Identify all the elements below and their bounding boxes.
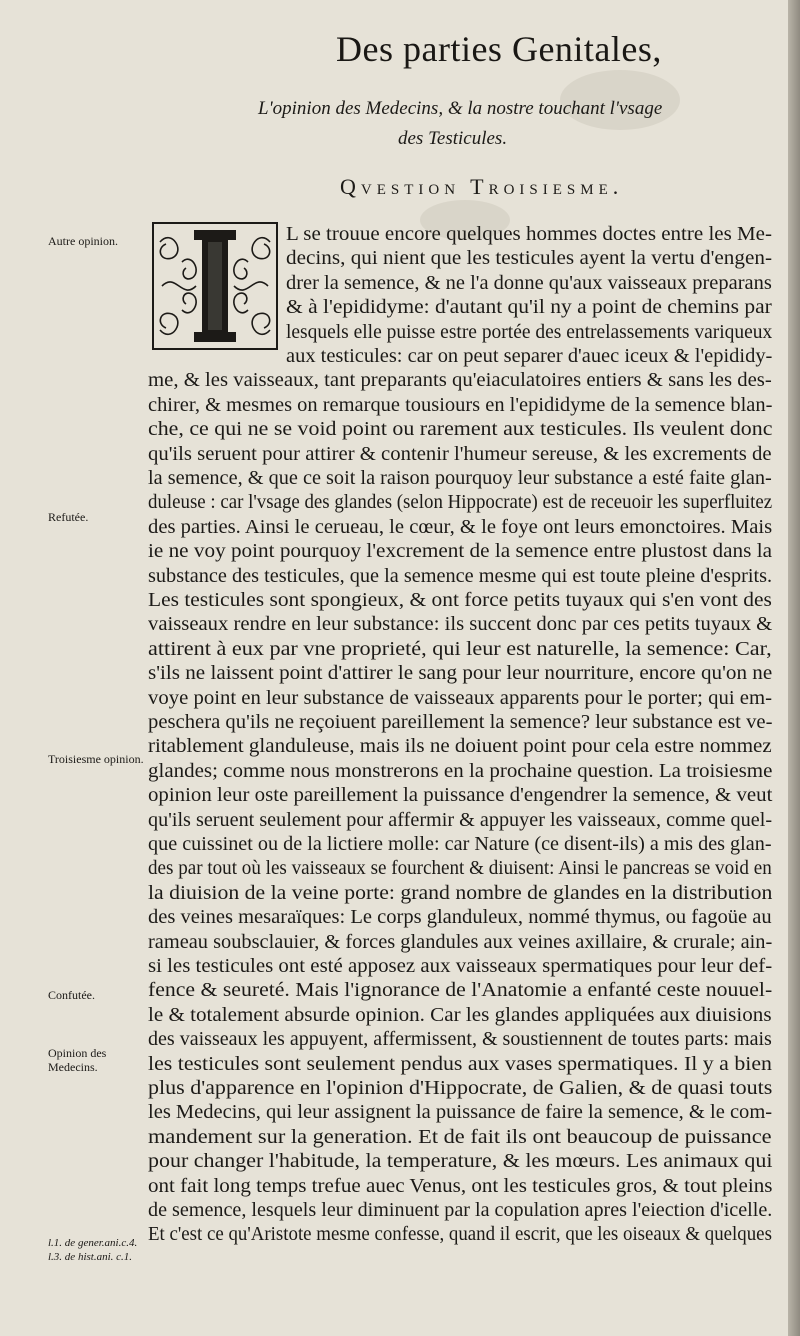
- text-line: des par tout où les vaisseaux se fourchent & diuisent: Ainsi le pancreas se void en: [148, 857, 772, 880]
- text-line: des vaisseaux les appuyent, affermissent, & soustiennent de toutes parts: mais: [148, 1028, 772, 1051]
- text-line: me, & les vaisseaux, tant preparants qu'eiaculatoires entiers & sans les des-: [148, 369, 772, 392]
- text-line: des veines mesaraïques: Le corps glanduleux, nommé thymus, ou fagoüe au: [148, 906, 772, 929]
- text-line: des parties. Ainsi le cerueau, le cœur, & le foye ont leurs emonctoires. Mais: [148, 515, 773, 538]
- section-subtitle-line2: des Testicules.: [398, 128, 508, 149]
- text-line: decins, qui nient que les testicules ayent la vertu d'engen-: [286, 247, 773, 270]
- text-line: la semence, & que ce soit la raison pourquoy leur substance a esté faite glan-: [148, 467, 772, 489]
- text-line: les Medecins, qui leur assignent la puissance de faire la semence, & le com-: [148, 1101, 773, 1124]
- text-line: Et c'est ce qu'Aristote mesme confesse, quand il escrit, que les oiseaux & quelques: [148, 1223, 772, 1246]
- running-title: Des parties Genitales,: [336, 29, 662, 69]
- margin-note: Refutée.: [48, 510, 89, 524]
- text-line: drer la semence, & ne l'a donne qu'aux vaisseaux preparans: [286, 271, 772, 294]
- text-line: voye point en leur substance de vaisseaux apparents pour le porter; qui em-: [148, 686, 773, 709]
- text-line: de semence, lesquels leur diminuent par la copulation apres l'eiection d'icelle.: [148, 1199, 773, 1221]
- text-line: s'ils ne laissent point d'attirer le sang pour leur nourriture, encore qu'on ne: [148, 662, 773, 685]
- text-line: fence & seureté. Mais l'ignorance de l'Anatomie a enfanté ceste nouuel-: [148, 979, 773, 1002]
- text-line: che, ce qui ne se void point ou rarement aux testicules. Ils veulent donc: [148, 418, 773, 441]
- section-subtitle-line1: L'opinion des Medecins, & la nostre touchant l'vsage: [258, 98, 663, 119]
- margin-note: l.1. de gener.ani.c.4. l.3. de hist.ani. c.1.: [48, 1237, 138, 1263]
- text-line: L se trouue encore quelques hommes doctes entre les Me-: [286, 223, 772, 245]
- page-edge: [788, 0, 800, 1336]
- text-line: le & totalement absurde opinion. Car les glandes appliquées aux diuisions: [148, 1003, 772, 1026]
- text-line: que cuissinet ou de la lictiere molle: car Nature (ce disent-ils) a mis des glan-: [148, 833, 772, 855]
- text-line: les testicules sont seulement pendus aux vases spermatiques. Il y a bien: [148, 1052, 772, 1075]
- text-line: si les testicules ont esté apposez aux vaisseaux spermatiques pour leur def-: [148, 955, 773, 977]
- margin-note: Confutée.: [48, 988, 95, 1002]
- ornamental-dropcap: [152, 222, 278, 350]
- section-heading: Qvestion Troisiesme.: [340, 174, 624, 199]
- text-line: lesquels elle puisse estre portée des entrelassements variqueux: [286, 320, 773, 343]
- text-line: chirer, & mesmes on remarque tousiours en l'epididyme de la semence blan-: [148, 393, 773, 416]
- text-line: Les testicules sont spongieux, & ont force petits tuyaux qui s'en vont des: [148, 589, 772, 611]
- text-line: mandement sur la generation. Et de fait ils ont beaucoup de puissance: [148, 1125, 772, 1148]
- text-line: ont fait long temps trefue auec Venus, ont les testicules gros, & tout pleins: [148, 1174, 773, 1197]
- text-line: peschera qu'ils ne reçoiuent pareillement la semence? leur substance est ve-: [148, 711, 773, 733]
- text-line: ie ne voy point pourquoy l'excrement de la semence entre plustost dans la: [148, 540, 772, 563]
- text-line: plus d'apparence en l'opinion d'Hippocrate, de Galien, & de quasi touts: [148, 1077, 773, 1099]
- dropcap-ornament-icon: [152, 222, 278, 350]
- text-line: glandes; comme nous monstrerons en la prochaine question. La troisiesme: [148, 759, 773, 782]
- margin-note: Opinion des Medecins.: [48, 1046, 107, 1074]
- text-line: vaisseaux rendre en leur substance: ils succent donc par ces petits tuyaux &: [148, 613, 773, 636]
- text-line: qu'ils seruent seulement pour affermir & appuyer les vaisseaux, comme quel-: [148, 808, 773, 831]
- text-line: pour changer l'habitude, la temperature, & les mœurs. Les animaux qui: [148, 1150, 773, 1173]
- margin-note: Troisiesme opinion.: [48, 752, 144, 766]
- margin-note: Autre opinion.: [48, 234, 118, 248]
- text-line: rameau soubsclauier, & forces glandules aux veines axillaire, & crurale; ain-: [148, 930, 773, 953]
- text-line: la diuision de la veine porte: grand nombre de glandes en la distribution: [148, 881, 773, 904]
- text-line: & à l'epididyme: d'autant qu'il ny a point de chemins par: [286, 296, 772, 319]
- text-line: duleuse : car l'vsage des glandes (selon Hippocrate) est de receuoir les superfluitez: [148, 491, 773, 514]
- text-line: opinion leur oste pareillement la puissance d'engendrer la semence, & veut: [148, 784, 773, 807]
- text-line: aux testicules: car on peut separer d'auec iceux & l'epididy-: [286, 345, 773, 367]
- text-line: substance des testicules, que la semence mesme qui est toute pleine d'esprits.: [148, 564, 773, 587]
- text-line: attirent à eux par vne proprieté, qui leur est naturelle, la semence: Car,: [148, 637, 772, 660]
- text-line: ritablement glanduleuse, mais ils ne doiuent point pour cela estre nommez: [148, 735, 772, 758]
- text-line: qu'ils seruent pour attirer & contenir l'humeur sereuse, & les excrements de: [148, 442, 772, 465]
